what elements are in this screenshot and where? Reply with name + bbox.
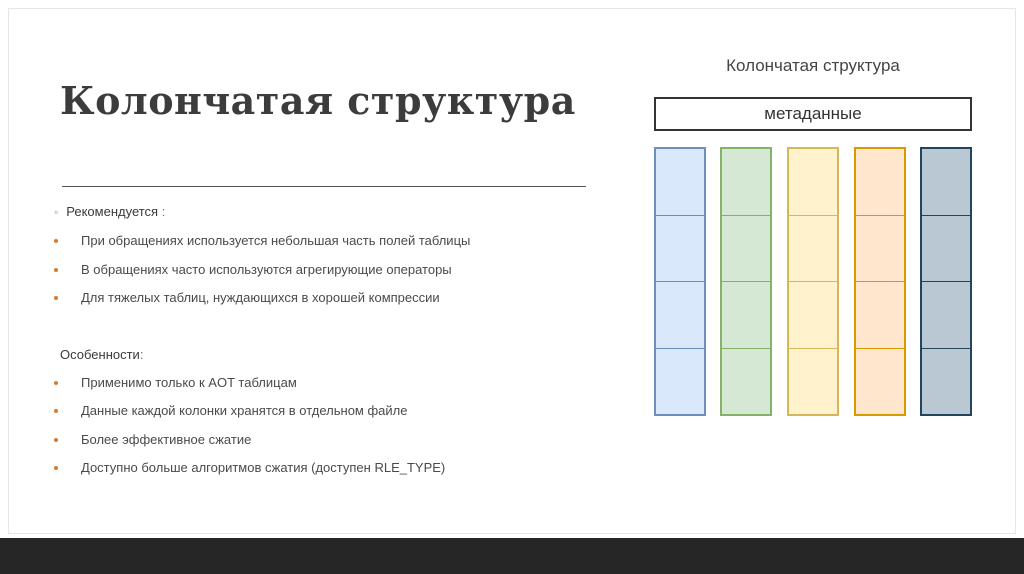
column-cell [922, 216, 970, 283]
column-cell [789, 349, 837, 415]
footer-bar [0, 538, 1024, 574]
column-cell [722, 349, 770, 415]
column-cell [922, 349, 970, 415]
column-cell [856, 149, 904, 216]
list-item [54, 403, 407, 418]
features-label: Особенности [60, 347, 140, 362]
column-cell [856, 282, 904, 349]
recommended-heading [54, 204, 165, 219]
list-item-text: Более эффективное сжатие [81, 432, 252, 447]
list-item [54, 460, 445, 475]
slide-title: Колончатая структура [60, 78, 576, 123]
bullet-dot-icon [54, 409, 58, 413]
metadata-box [654, 97, 972, 131]
title-divider [62, 186, 586, 187]
list-item [54, 233, 470, 248]
bullet-dot-icon [54, 239, 58, 243]
recommended-label: Рекомендуется [66, 204, 159, 219]
column-cell [656, 349, 704, 415]
list-item-text: При обращениях используется небольшая часть полей таблицы [81, 233, 471, 248]
metadata-label: метаданные [764, 104, 862, 123]
features-suffix: : [139, 347, 144, 362]
bullet-dot-icon [54, 296, 58, 300]
column-cell [856, 216, 904, 283]
list-item-text: В обращениях часто используются агрегирующие операторы [81, 262, 452, 277]
column-cell [656, 282, 704, 349]
column-cell [722, 282, 770, 349]
list-item-text: Доступно больше алгоритмов сжатия (доступен RLE_TYPE) [81, 460, 446, 475]
column-cell [922, 149, 970, 216]
list-item-text: Для тяжелых таблиц, нуждающихся в хорошей компрессии [81, 290, 440, 305]
list-item [54, 375, 297, 390]
column-cell [722, 216, 770, 283]
list-item-text: Применимо только к AOT таблицам [81, 375, 297, 390]
bullet-dot-icon [54, 466, 58, 470]
list-item-text: Данные каждой колонки хранятся в отдельном файле [81, 403, 408, 418]
circle-bullet-icon: ◦ [54, 205, 59, 219]
column-cell [789, 216, 837, 283]
bullet-dot-icon [54, 381, 58, 385]
diagram-title: Колончатая структура [726, 56, 900, 75]
list-item [54, 290, 440, 305]
column-cell [922, 282, 970, 349]
column-cell [656, 216, 704, 283]
storage-column [920, 147, 972, 416]
column-cell [656, 149, 704, 216]
column-cell [789, 282, 837, 349]
features-heading [60, 347, 143, 362]
column-cell [856, 349, 904, 415]
storage-column [654, 147, 706, 416]
column-cell [722, 149, 770, 216]
column-cell [789, 149, 837, 216]
storage-column [720, 147, 772, 416]
bullet-dot-icon [54, 438, 58, 442]
recommended-suffix: : [158, 204, 166, 219]
storage-column [787, 147, 839, 416]
list-item [54, 262, 452, 277]
storage-column [854, 147, 906, 416]
bullet-dot-icon [54, 268, 58, 272]
list-item [54, 432, 251, 447]
